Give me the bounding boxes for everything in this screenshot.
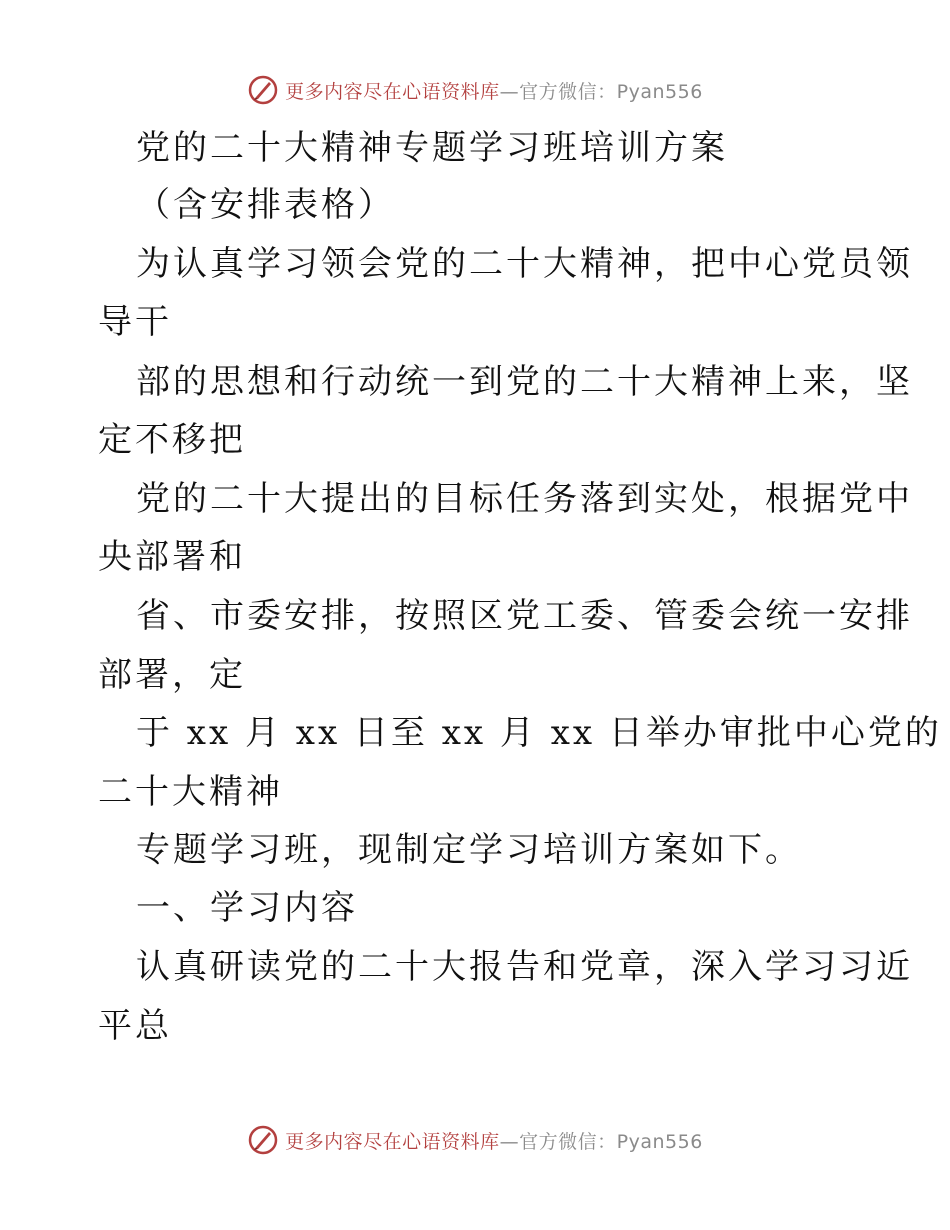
document-subtitle: （含安排表格） xyxy=(136,185,395,225)
paragraph-line: 为认真学习领会党的二十大精神，把中心党员领 xyxy=(136,244,913,284)
paragraph-line: 部的思想和行动统一到党的二十大精神上来，坚 xyxy=(136,362,913,402)
feather-pen-logo-icon xyxy=(247,74,279,106)
section-heading: 一、学习内容 xyxy=(136,888,358,928)
banner-text xyxy=(285,77,703,104)
paragraph-line: 部署，定 xyxy=(98,655,246,695)
banner-main-text: 更多内容尽在心语资料库 xyxy=(285,80,500,103)
banner-text xyxy=(285,1127,703,1154)
header-banner xyxy=(0,70,950,110)
paragraph-line: 导干 xyxy=(98,302,172,342)
banner-wechat-text: 官方微信：Pyan556 xyxy=(519,80,703,103)
paragraph-line: 定不移把 xyxy=(98,420,246,460)
banner-wechat-text: 官方微信：Pyan556 xyxy=(519,1130,703,1153)
banner-dash: — xyxy=(499,1130,520,1153)
paragraph-line: 于 xx 月 xx 日至 xx 月 xx 日举办审批中心党的 xyxy=(136,713,942,753)
banner-dash: — xyxy=(499,80,520,103)
document-title: 党的二十大精神专题学习班培训方案 xyxy=(136,128,728,168)
paragraph-line: 省、市委安排，按照区党工委、管委会统一安排 xyxy=(136,596,913,636)
footer-banner xyxy=(0,1120,950,1160)
paragraph-line: 平总 xyxy=(98,1006,172,1046)
paragraph-line: 专题学习班，现制定学习培训方案如下。 xyxy=(136,830,802,870)
paragraph-line: 二十大精神 xyxy=(98,772,283,812)
banner-main-text: 更多内容尽在心语资料库 xyxy=(285,1130,500,1153)
feather-pen-logo-icon xyxy=(247,1124,279,1156)
paragraph-line: 认真研读党的二十大报告和党章，深入学习习近 xyxy=(136,947,913,987)
paragraph-line: 党的二十大提出的目标任务落到实处，根据党中 xyxy=(136,479,913,519)
paragraph-line: 央部署和 xyxy=(98,537,246,577)
